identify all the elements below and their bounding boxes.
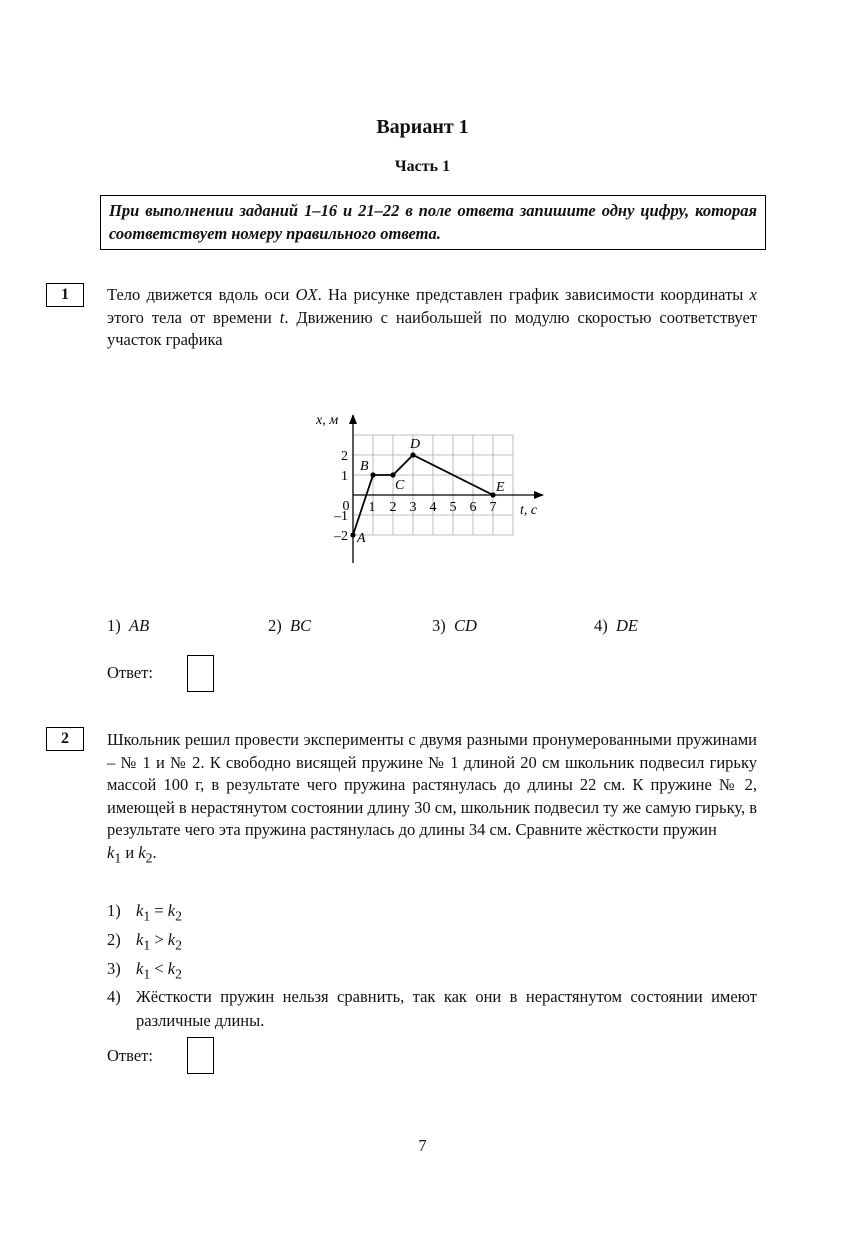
q1-text-part: OX	[295, 285, 318, 304]
point-label-E: E	[496, 480, 505, 495]
q2-option-4	[107, 985, 757, 1032]
y-tick-label: –1	[334, 509, 348, 524]
x-tick-label: 7	[489, 500, 497, 515]
point-label-B: B	[360, 459, 369, 474]
subscript: 1	[143, 937, 151, 953]
x-tick-label: 3	[409, 500, 417, 515]
q1-text-part: этого тела от времени	[107, 307, 280, 327]
option-number: 4)	[594, 616, 608, 635]
t-axis-label: t, с	[520, 503, 538, 518]
option-number: 2)	[107, 929, 121, 949]
point-label-A: A	[357, 531, 366, 546]
q1-option-3	[432, 616, 477, 636]
option-number: 3)	[432, 616, 446, 635]
x-tick-label: 5	[449, 500, 457, 515]
q1-text-part: x	[749, 285, 757, 304]
question-2-text	[107, 729, 757, 869]
option-number: 3)	[107, 958, 121, 978]
option-label: DE	[616, 616, 638, 635]
y-tick-label: 1	[341, 469, 348, 484]
text-period: .	[152, 842, 157, 862]
answer-label-1: Ответ:	[107, 663, 153, 682]
answer-box-1[interactable]	[187, 655, 214, 692]
point-D	[410, 452, 415, 457]
subscript: 1	[143, 965, 151, 981]
k-symbol: k	[136, 958, 144, 978]
subscript: 1	[114, 849, 122, 865]
point-B	[370, 472, 375, 477]
q1-option-2	[268, 616, 311, 636]
q2-option-1	[107, 899, 757, 928]
option-label: BC	[290, 616, 312, 635]
answer-label-2: Ответ:	[107, 1046, 153, 1065]
k-symbol: k	[138, 842, 146, 862]
subscript: 1	[143, 908, 151, 924]
option-number: 2)	[268, 616, 282, 635]
point-label-D: D	[410, 437, 421, 452]
question-number-1: 1	[46, 283, 84, 307]
y-tick-label: –2	[334, 529, 348, 544]
q1-text-part: t	[279, 307, 285, 327]
k-symbol: k	[167, 958, 176, 978]
point-E	[490, 492, 495, 497]
subscript: 2	[175, 908, 182, 924]
answer-box-2[interactable]	[187, 1037, 214, 1074]
option-number: 4)	[107, 987, 121, 1007]
question-1-text	[107, 284, 757, 352]
k-symbol: k	[167, 929, 176, 949]
option-number: 1)	[107, 901, 121, 920]
q2-option-3	[107, 957, 757, 986]
y-tick-label: 2	[341, 449, 348, 464]
q2-options	[107, 899, 757, 1032]
x-tick-label: 2	[389, 500, 397, 515]
q1-option-4	[594, 616, 638, 636]
q1-option-1	[107, 616, 149, 636]
origin-label: 0	[342, 499, 350, 514]
xt-graph	[300, 368, 560, 608]
x-tick-label: 1	[368, 500, 376, 515]
variant-title: Вариант 1	[376, 116, 469, 138]
subscript: 2	[145, 849, 153, 865]
x-tick-label: 6	[469, 500, 477, 515]
option-label: CD	[454, 616, 477, 635]
k-symbol: k	[107, 842, 115, 862]
subscript: 2	[175, 937, 182, 953]
text-and: и	[121, 842, 139, 862]
x-axis-label: x, м	[316, 413, 339, 428]
point-A	[350, 532, 355, 537]
q2-option-2	[107, 928, 757, 957]
grid	[353, 435, 513, 535]
k-symbol: k	[136, 929, 144, 949]
point-label-C: C	[395, 478, 405, 493]
q2-text-main: Школьник решил провести эксперименты с двумя разными пронумерованными пружинами – № 1 и № 2. К свободно висящей пружине № 1 длиной 20 см школьник подвесил гирьку массой 100 г, в результате чего пружина растянулась до длины 22 см. К пружине № 2, имеющей в нерастянутом состоянии длину 30 см, школьник подвесил ту же самую гирьку, в результате чего эта пружина растянулась до длины 34 см. Сравните жёсткости пружин	[107, 730, 757, 839]
part-title: Часть 1	[394, 158, 451, 175]
x-tick-label: 4	[429, 500, 437, 515]
question-number-2: 2	[46, 727, 84, 751]
option-number: 1)	[107, 616, 121, 635]
k-symbol: k	[167, 901, 176, 920]
q1-text-part: . На рисунке представлен график зависимости координаты	[317, 285, 750, 304]
option-label: AB	[129, 616, 150, 635]
operator: <	[150, 958, 168, 978]
option-text: Жёсткости пружин нельзя сравнить, так как они в нерастянутом состоянии имеют различные длины.	[136, 987, 757, 1030]
operator: >	[150, 929, 168, 949]
point-C	[390, 472, 395, 477]
q1-text-part: . Движению с наибольшей по модулю скоростью соответствует участок графика	[107, 307, 757, 349]
subscript: 2	[175, 965, 182, 981]
page-number: 7	[418, 1136, 427, 1155]
instruction-box: При выполнении заданий 1–16 и 21–22 в поле ответа запишите одну цифру, которая соответствует номеру правильного ответа.	[100, 195, 766, 250]
operator: =	[150, 901, 168, 920]
q1-text-part: Тело движется вдоль оси	[107, 285, 296, 304]
k-symbol: k	[136, 901, 144, 920]
